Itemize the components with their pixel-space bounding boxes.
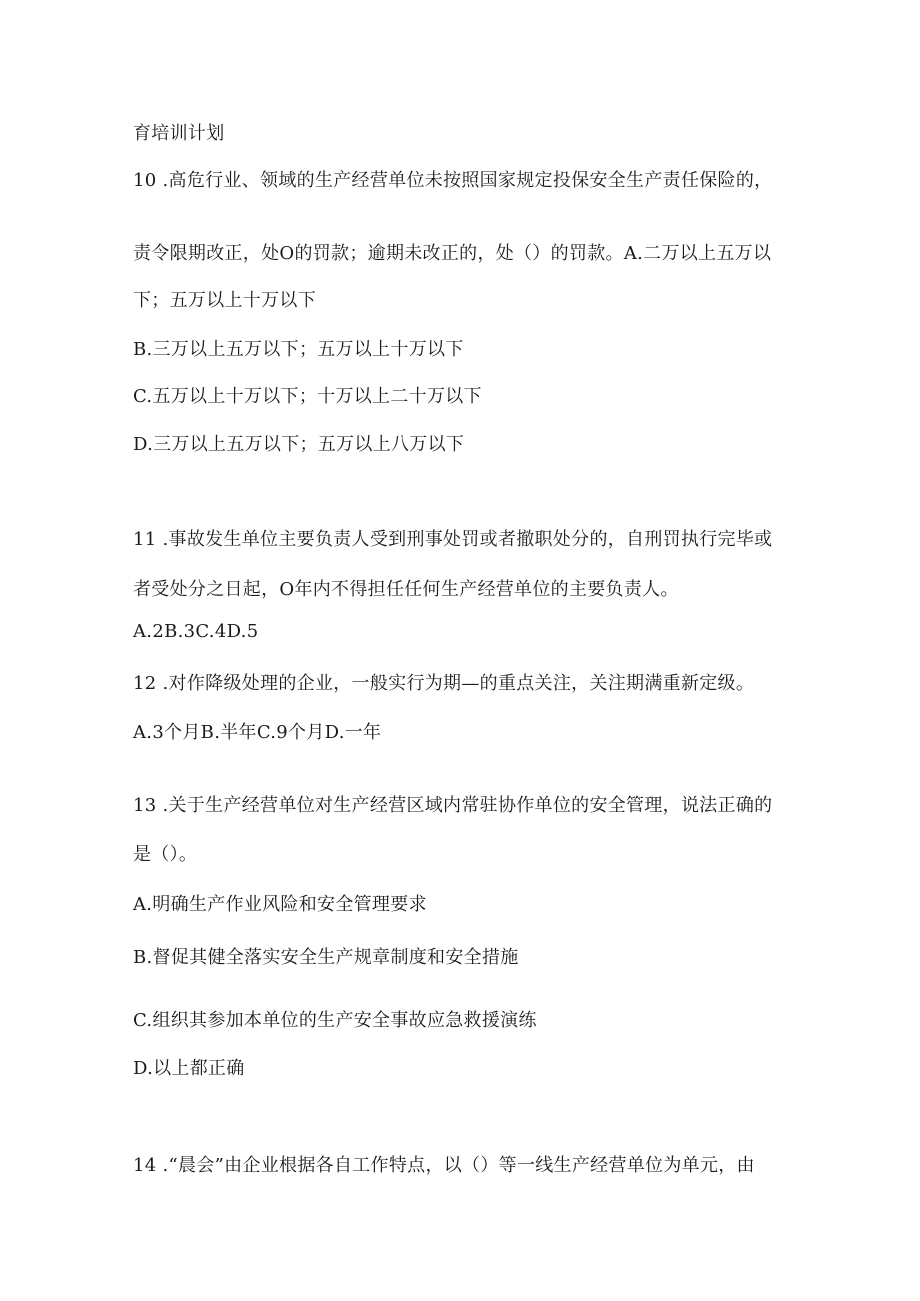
question-12-options: A.3个月B.半年C.9个月D.一年: [133, 722, 382, 743]
question-13-line-1: 13 .关于生产经营单位对生产经营区域内常驻协作单位的安全管理，说法正确的: [133, 795, 773, 816]
question-10-option-c: C.五万以上十万以下；十万以上二十万以下: [133, 386, 482, 407]
question-10-line-1: 10 .高危行业、领域的生产经营单位未按照国家规定投保安全生产责任保险的，: [133, 170, 773, 191]
question-13-option-d: D.以上都正确: [133, 1058, 245, 1079]
question-10-option-b: B.三万以上五万以下；五万以上十万以下: [133, 339, 464, 360]
question-10-option-d: D.三万以上五万以下；五万以上八万以下: [133, 434, 465, 455]
question-13-option-c: C.组织其参加本单位的生产安全事故应急救援演练: [133, 1010, 537, 1031]
question-10-line-2: 责令限期改正，处O的罚款；逾期未改正的，处（）的罚款。A.二万以上五万以: [133, 243, 772, 264]
question-12-line-1: 12 .对作降级处理的企业，一般实行为期—的重点关注，关注期满重新定级。: [133, 673, 755, 694]
continuation-text: 育培训计划: [133, 123, 225, 144]
question-11-line-1: 11 .事故发生单位主要负责人受到刑事处罚或者撤职处分的，自刑罚执行完毕或: [133, 529, 773, 550]
question-14-line-1: 14 .“晨会”由企业根据各自工作特点，以（）等一线生产经营单位为单元，由: [133, 1155, 755, 1176]
question-11-options: A.2B.3C.4D.5: [133, 621, 259, 642]
question-10-line-3: 下；五万以上十万以下: [133, 290, 316, 311]
question-13-line-2: 是（）。: [133, 844, 198, 865]
question-13-option-b: B.督促其健全落实安全生产规章制度和安全措施: [133, 947, 519, 968]
question-11-line-2: 者受处分之日起，O年内不得担任任何生产经营单位的主要负责人。: [133, 579, 679, 600]
question-13-option-a: A.明确生产作业风险和安全管理要求: [133, 894, 427, 915]
